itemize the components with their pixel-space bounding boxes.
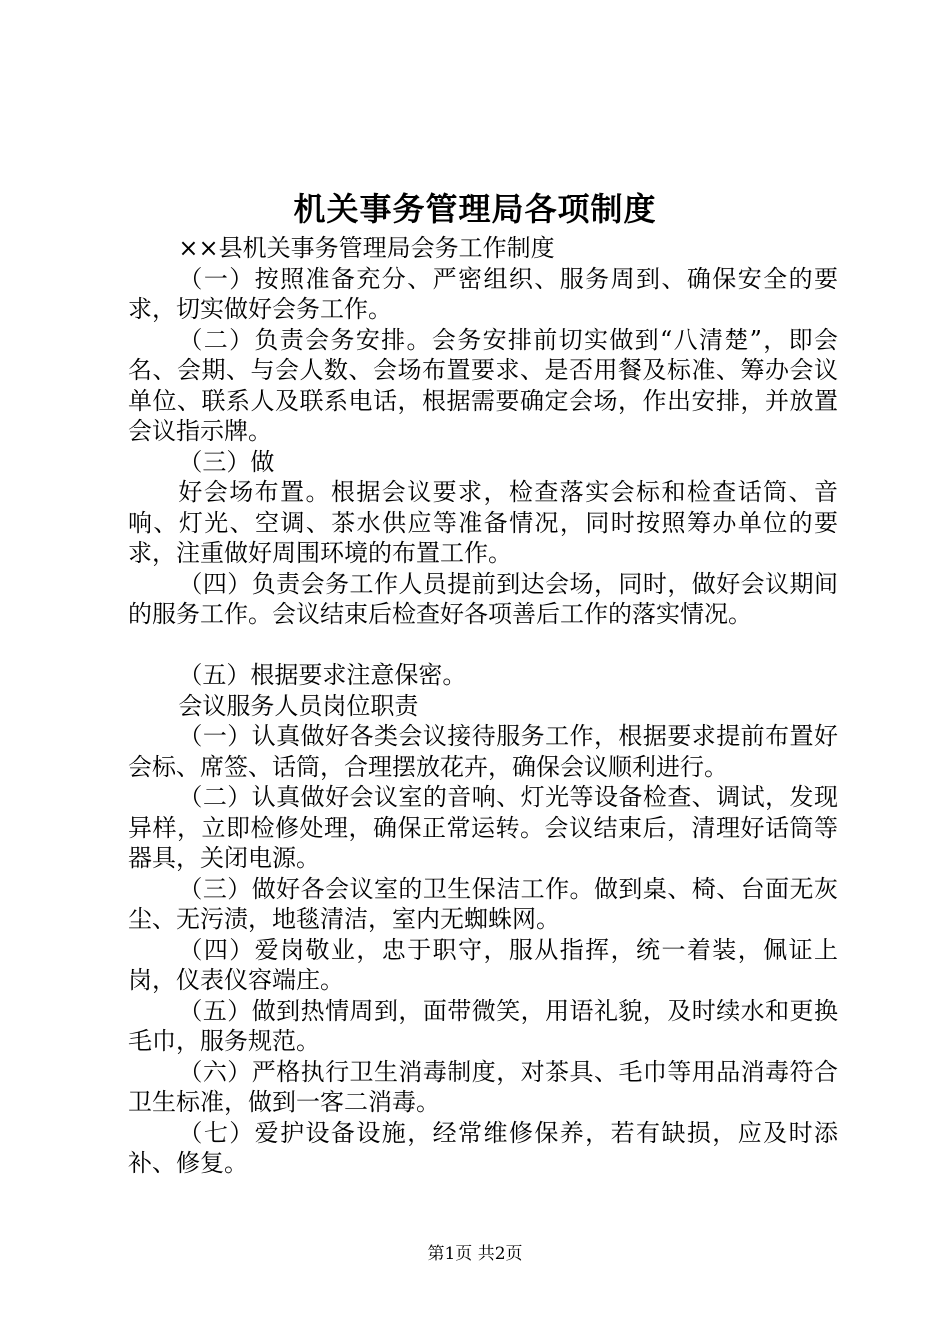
paragraph-duty-1: （一）认真做好各类会议接待服务工作，根据要求提前布置好会标、席签、话筒，合理摆放花卉，确保会议顺利进行。 [128, 722, 838, 781]
paragraph-duty-5: （五）做到热情周到，面带微笑，用语礼貌，及时续水和更换毛巾，服务规范。 [128, 996, 838, 1055]
paragraph-rule-2: （二）负责会务安排。会务安排前切实做到“八清楚”，即会名、会期、与会人数、会场布置要求、是否用餐及标准、筹办会议单位、联系人及联系电话，根据需要确定会场，作出安排，并放置会议指示牌。 [128, 325, 838, 445]
paragraph-duty-7: （七）爱护设备设施，经常维修保养，若有缺损，应及时添补、修复。 [128, 1118, 838, 1177]
paragraph-duty-6: （六）严格执行卫生消毒制度，对茶具、毛巾等用品消毒符合卫生标准，做到一客二消毒。 [128, 1057, 838, 1116]
section-heading-meeting-rules: ××县机关事务管理局会务工作制度 [178, 234, 555, 262]
paragraph-duty-4: （四）爱岗敬业，忠于职守，服从指挥，统一着装，佩证上岗，仪表仪容端庄。 [128, 935, 838, 994]
paragraph-duty-3: （三）做好各会议室的卫生保洁工作。做到桌、椅、台面无灰尘、无污渍，地毯清洁，室内无蜘蛛网。 [128, 874, 838, 933]
paragraph-duty-2: （二）认真做好会议室的音响、灯光等设备检查、调试，发现异样，立即检修处理，确保正常运转。会议结束后，清理好话筒等器具，关闭电源。 [128, 783, 838, 872]
paragraph-rule-4: （四）负责会务工作人员提前到达会场，同时，做好会议期间的服务工作。会议结束后检查好各项善后工作的落实情况。 [128, 569, 838, 628]
paragraph-rule-3-start: （三）做 [178, 447, 275, 476]
document-title: 机关事务管理局各项制度 [293, 190, 657, 228]
page-number: 第1页 共2页 [427, 1244, 523, 1264]
section-heading-staff-duties: 会议服务人员岗位职责 [178, 691, 419, 720]
paragraph-rule-5: （五）根据要求注意保密。 [178, 661, 467, 689]
paragraph-rule-1: （一）按照准备充分、严密组织、服务周到、确保安全的要求，切实做好会务工作。 [128, 264, 838, 323]
paragraph-rule-3-cont: 好会场布置。根据会议要求，检查落实会标和检查话筒、音响、灯光、空调、茶水供应等准备情况，同时按照筹办单位的要求，注重做好周围环境的布置工作。 [128, 478, 838, 567]
document-body [128, 233, 838, 1179]
